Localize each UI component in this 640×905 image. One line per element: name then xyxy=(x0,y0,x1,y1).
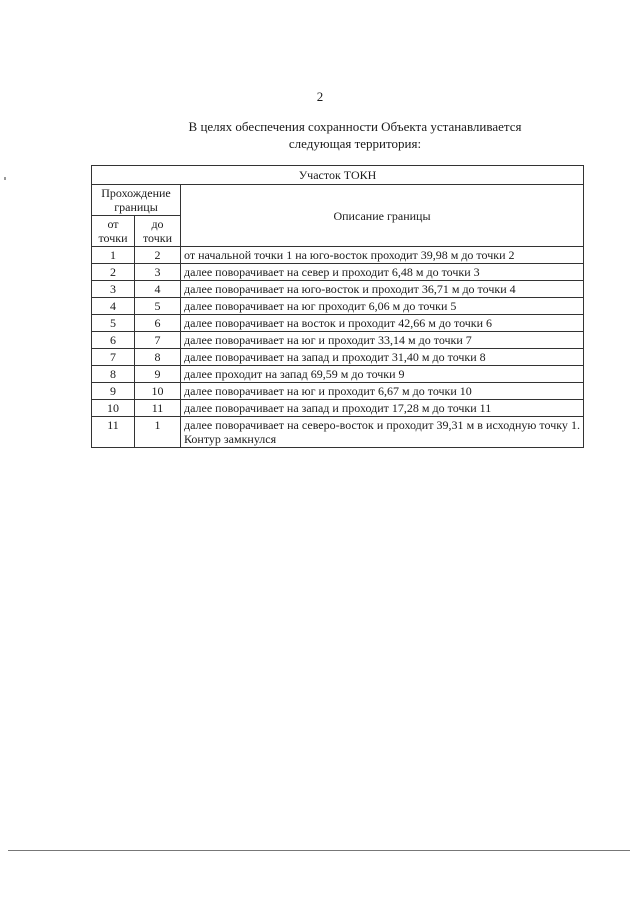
row-from-point: 5 xyxy=(92,315,135,332)
row-to-point: 7 xyxy=(135,332,181,349)
header-description: Описание границы xyxy=(181,185,584,247)
table-row xyxy=(92,298,584,315)
row-description: далее поворачивает на юг и проходит 6,67 м до точки 10 xyxy=(181,383,584,400)
row-from-point: 4 xyxy=(92,298,135,315)
row-from-point: 7 xyxy=(92,349,135,366)
table-row xyxy=(92,264,584,281)
page-number: 2 xyxy=(316,89,324,104)
row-to-point: 6 xyxy=(135,315,181,332)
row-to-point: 8 xyxy=(135,349,181,366)
table-row xyxy=(92,349,584,366)
margin-mark xyxy=(4,177,6,180)
row-description: далее поворачивает на запад и проходит 17,28 м до точки 11 xyxy=(181,400,584,417)
table-body xyxy=(92,247,584,448)
row-from-point: 6 xyxy=(92,332,135,349)
page-bottom-line xyxy=(8,850,630,851)
row-description: далее поворачивает на северо-восток и проходит 39,31 м в исходную точку 1. Контур замкнулся xyxy=(181,417,584,448)
row-description: далее поворачивает на север и проходит 6,48 м до точки 3 xyxy=(181,264,584,281)
row-description: далее проходит на запад 69,59 м до точки 9 xyxy=(181,366,584,383)
row-from-point: 9 xyxy=(92,383,135,400)
row-to-point: 10 xyxy=(135,383,181,400)
intro-line-2: следующая территория: xyxy=(288,136,422,151)
row-description: далее поворачивает на юг и проходит 33,14 м до точки 7 xyxy=(181,332,584,349)
row-from-point: 11 xyxy=(92,417,135,448)
row-to-point: 3 xyxy=(135,264,181,281)
row-from-point: 3 xyxy=(92,281,135,298)
row-description: от начальной точки 1 на юго-восток проходит 39,98 м до точки 2 xyxy=(181,247,584,264)
table-row xyxy=(92,366,584,383)
row-from-point: 8 xyxy=(92,366,135,383)
row-to-point: 2 xyxy=(135,247,181,264)
intro-text xyxy=(120,118,590,152)
row-description: далее поворачивает на юг проходит 6,06 м до точки 5 xyxy=(181,298,584,315)
boundary-table xyxy=(91,165,584,448)
row-to-point: 1 xyxy=(135,417,181,448)
row-description: далее поворачивает на восток и проходит 42,66 м до точки 6 xyxy=(181,315,584,332)
row-description: далее поворачивает на юго-восток и проходит 36,71 м до точки 4 xyxy=(181,281,584,298)
row-from-point: 1 xyxy=(92,247,135,264)
row-to-point: 5 xyxy=(135,298,181,315)
table-row xyxy=(92,332,584,349)
header-passage: Прохождение границы xyxy=(92,185,181,216)
row-from-point: 2 xyxy=(92,264,135,281)
header-from-point: от точки xyxy=(92,216,135,247)
row-from-point: 10 xyxy=(92,400,135,417)
table-row xyxy=(92,383,584,400)
intro-line-1: В целях обеспечения сохранности Объекта устанавливается xyxy=(188,119,522,134)
row-description: далее поворачивает на запад и проходит 31,40 м до точки 8 xyxy=(181,349,584,366)
row-to-point: 11 xyxy=(135,400,181,417)
table-row xyxy=(92,400,584,417)
row-to-point: 9 xyxy=(135,366,181,383)
table-row xyxy=(92,315,584,332)
table-row xyxy=(92,417,584,448)
table-row xyxy=(92,247,584,264)
table-row xyxy=(92,281,584,298)
table-title: Участок ТОКН xyxy=(92,166,584,185)
header-to-point: до точки xyxy=(135,216,181,247)
row-to-point: 4 xyxy=(135,281,181,298)
